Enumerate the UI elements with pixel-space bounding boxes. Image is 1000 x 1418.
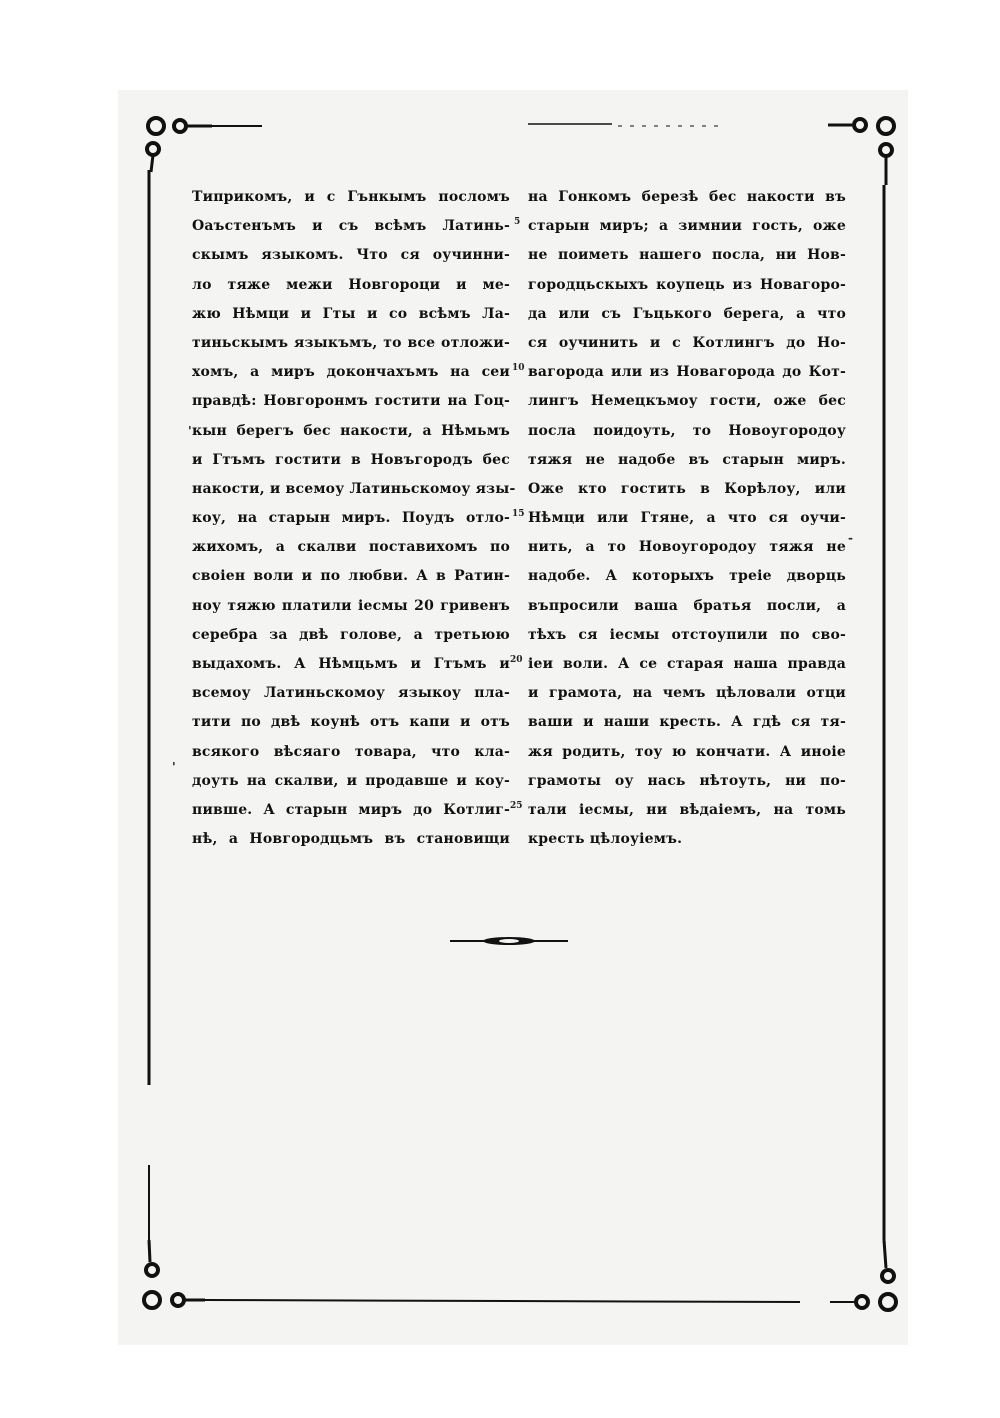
text-line: да или съ Гъцького берега, а что	[528, 305, 846, 322]
line-number: 20	[510, 655, 523, 665]
text-line: вагорода или из Новагорода до Кот-	[528, 364, 846, 381]
text-line: жю Нѣмци и Гты и со всѣмъ Ла-	[192, 305, 510, 322]
text-line: тиньскымъ языкъмъ, то все отложи-	[192, 334, 510, 351]
text-line: и грамота, на чемъ цѣловали отци	[528, 685, 846, 702]
text-line: и Гтъмъ гостити в Новъгородъ бес	[192, 451, 510, 468]
text-line: старын миръ; а зимнии гость, оже	[528, 218, 846, 235]
text-line: не поиметь нашего посла, ни Нов-	[528, 247, 846, 264]
left-text-column	[192, 183, 516, 854]
margin-mark: '	[188, 424, 192, 438]
text-line: пивше. А старын миръ до Котлиг-	[192, 801, 510, 818]
text-line: въпросили ваша братья посли, а	[528, 597, 846, 614]
text-line: нить, а то Новоугородоу тяжя не	[528, 539, 846, 556]
text-line: кын берегъ бес накости, а Нѣмьмъ	[192, 422, 510, 439]
line-number: 5	[514, 217, 521, 227]
text-line: Оже кто гостить в Корѣлоу, или	[528, 480, 846, 497]
line-number: 10	[512, 363, 525, 373]
right-text-column	[528, 183, 846, 854]
text-line: іеи воли. А се старая наша правда	[528, 656, 846, 672]
line-number: 15	[512, 509, 525, 519]
text-line: нѣ, а Новгородцьмъ въ становищи	[192, 831, 510, 848]
text-line: грамоты оу нась нѣтоуть, ни по-	[528, 772, 846, 789]
text-line: правдѣ: Новгоронмъ гостити на Гоц-	[192, 393, 510, 410]
text-line: посла поидоуть, то Новоугородоу	[528, 422, 846, 439]
text-line: всякого вѣсяагo товара, что кла-	[192, 743, 510, 760]
text-line: всемоу Латиньскомоу языкоу пла-	[192, 685, 510, 702]
line-number: 25	[510, 801, 523, 811]
text-line: выдахомъ. А Нѣмцьмъ и Гтъмъ и	[192, 656, 510, 672]
margin-mark: -	[848, 531, 853, 545]
text-line: скымъ языкомъ. Что ся оучинни-	[192, 247, 510, 264]
text-line: тѣхъ ся іесмы отстоупили по сво-	[528, 626, 846, 643]
text-line: тали іесмы, ни вѣдаіемъ, на томь	[528, 801, 846, 818]
text-line: Нѣмци или Гтяне, а что ся оучи-	[528, 510, 846, 527]
text-line: лингъ Немецкъмоу гости, оже бес	[528, 393, 846, 410]
text-line: доуть на скалви, и продавше и коу-	[192, 772, 510, 789]
text-line: кресть цѣлоуіемъ.	[528, 831, 683, 848]
text-line: жихомъ, а скалви поставихомъ по	[192, 539, 510, 556]
text-line: жя родить, тоу ю кончати. А иноіе	[528, 743, 846, 760]
text-line: ваши и наши кресть. А гдѣ ся тя-	[528, 714, 846, 731]
text-line: серебра за двѣ голове, а третьюю	[192, 626, 510, 643]
text-line: Оаъстенъмъ и съ всѣмъ Латинь-	[192, 218, 510, 235]
text-line: надобе. А которыхъ треіе дворць	[528, 568, 846, 585]
text-line: на Гонкомъ березѣ бес накости въ	[528, 189, 846, 205]
text-line: ноу тяжю платили іесмы 20 гривенъ	[192, 597, 510, 614]
text-line: тити по двѣ коунѣ отъ капи и отъ	[192, 714, 510, 731]
text-line: своіен воли и по любви. А в Ратин-	[192, 568, 510, 585]
text-line: Типрикомъ, и с Гънкымъ посломъ	[192, 189, 510, 205]
text-line: накости, и всемоу Латиньскомоу язы-	[192, 480, 516, 497]
text-line: тяжя не надобе въ старын миръ.	[528, 451, 846, 468]
margin-mark: '	[172, 760, 176, 774]
text-line: хомъ, а миръ докончахъмъ на сеи	[192, 364, 510, 381]
text-line: городцьскыхъ коупець из Новагоро-	[528, 276, 846, 293]
text-line: ло тяже межи Новгороци и ме-	[192, 276, 510, 293]
text-line: коу, на старын миръ. Поудъ отло-	[192, 510, 510, 527]
text-line: ся оучинить и с Котлингъ до Но-	[528, 334, 846, 351]
